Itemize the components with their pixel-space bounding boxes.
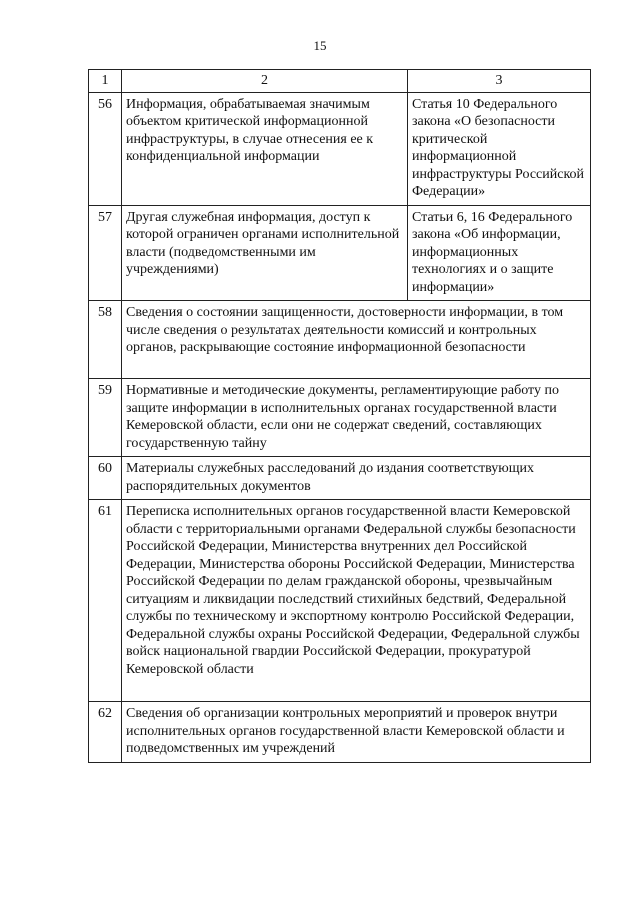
information-table xyxy=(88,69,591,763)
table-row xyxy=(89,205,591,301)
row-description: Сведения об организации контрольных мероприятий и проверок внутри исполнительных органов государственной власти Кемеровской области и подведомственных им учреждений xyxy=(122,702,591,763)
table-header-row xyxy=(89,70,591,93)
header-col-1: 1 xyxy=(89,70,122,93)
header-col-2: 2 xyxy=(122,70,408,93)
row-description: Материалы служебных расследований до издания соответствующих распорядительных документов xyxy=(122,457,591,500)
row-description: Нормативные и методические документы, регламентирующие работу по защите информации в исполнительных органах государственной власти Кемеровской области, если они не содержат сведений, составляющих государственную тайну xyxy=(122,379,591,457)
table-row xyxy=(89,379,591,457)
row-description: Переписка исполнительных органов государственной власти Кемеровской области с территориальными органами Федеральной службы безопасности Российской Федерации, Министерства внутренних дел Российской Федерации, Министерства обороны Российской Федерации, Министерства Российской Федерации по делам гражданской обороны, чрезвычайным ситуациям и ликвидации последствий стихийных бедствий, Федеральной службы по техническому и экспортному контролю Российской Федерации, Федеральной службы охраны Российской Федерации, Федеральной службы войск национальной гвардии Российской Федерации, прокуратурой Кемеровской области xyxy=(122,500,591,702)
row-description: Другая служебная информация, доступ к которой ограничен органами исполнительной власти (подведомственными им учреждениями) xyxy=(122,205,408,301)
table-row xyxy=(89,500,591,702)
row-description: Информация, обрабатываемая значимым объектом критической информационной инфраструктуры, в случае отнесения ее к конфиденциальной информации xyxy=(122,92,408,205)
row-number: 62 xyxy=(89,702,122,763)
row-number: 57 xyxy=(89,205,122,301)
header-col-3: 3 xyxy=(408,70,591,93)
row-number: 58 xyxy=(89,301,122,379)
row-number: 59 xyxy=(89,379,122,457)
row-number: 60 xyxy=(89,457,122,500)
row-number: 61 xyxy=(89,500,122,702)
row-legal-basis: Статьи 6, 16 Федерального закона «Об информации, информационных технологиях и о защите информации» xyxy=(408,205,591,301)
table-row xyxy=(89,457,591,500)
row-legal-basis: Статья 10 Федерального закона «О безопасности критической информационной инфраструктуры Российской Федерации» xyxy=(408,92,591,205)
page-number: 15 xyxy=(313,38,327,53)
table-row xyxy=(89,301,591,379)
row-description: Сведения о состоянии защищенности, достоверности информации, в том числе сведения о результатах деятельности комиссий и контрольных органов, раскрывающие состояние информационной безопасности xyxy=(122,301,591,379)
table-row xyxy=(89,92,591,205)
row-number: 56 xyxy=(89,92,122,205)
table-row xyxy=(89,702,591,763)
